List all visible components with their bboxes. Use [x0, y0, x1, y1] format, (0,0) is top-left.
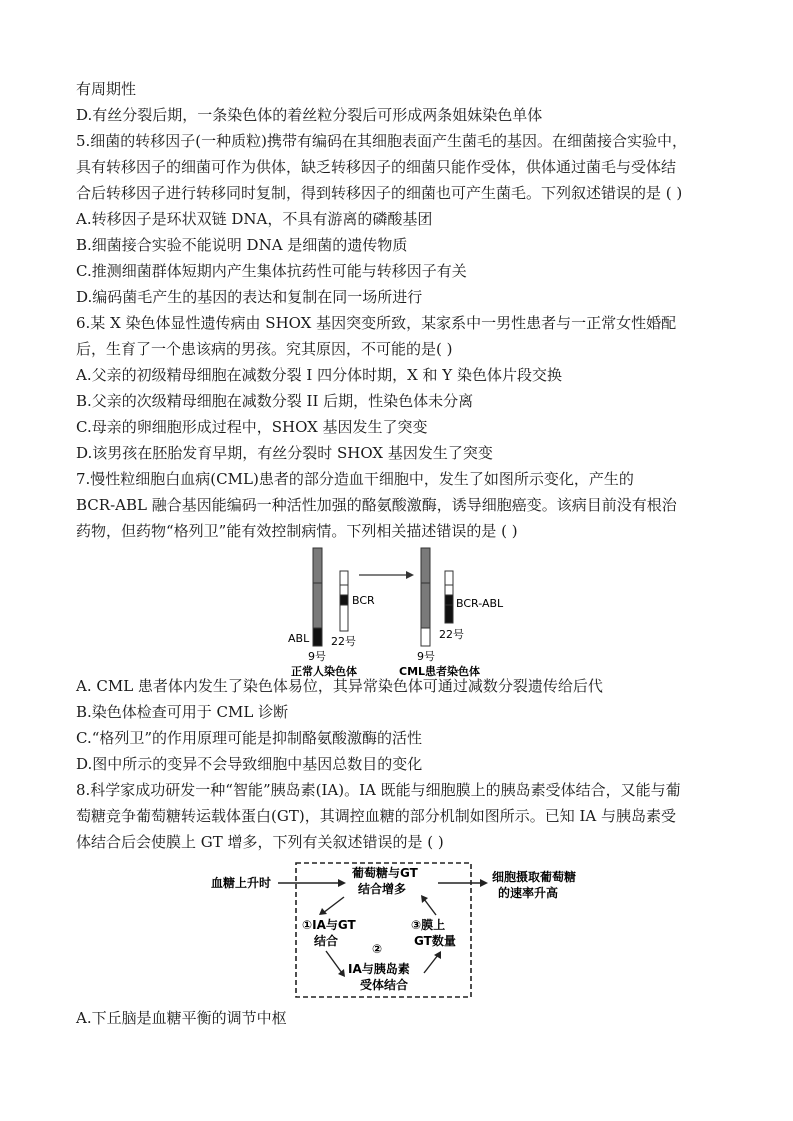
option-line: C.推测细菌群体短期内产生集体抗药性可能与转移因子有关: [76, 262, 467, 280]
step1-line1: ①IA与GT: [302, 918, 356, 932]
option-line: A.下丘脑是血糖平衡的调节中枢: [76, 1009, 287, 1027]
option-line: A. CML 患者体内发生了染色体易位，其异常染色体可通过减数分裂遗传给后代: [76, 677, 603, 695]
top-node-line2: 结合增多: [358, 882, 407, 896]
text-line: 药物，但药物“格列卫”能有效控制病情。下列相关描述错误的是 ( ): [76, 522, 518, 540]
question-block-mid: [76, 673, 726, 855]
output-arrow-head-icon: [480, 879, 488, 887]
option-line: B.父亲的次级精母细胞在减数分裂 II 后期，性染色体未分离: [76, 392, 474, 410]
question-block-bottom: [76, 1005, 726, 1031]
text-line: 具有转移因子的细菌可作为供体，缺乏转移因子的细菌只能作受体，供体通过菌毛与受体结: [76, 158, 677, 176]
step1-line2: 结合: [314, 934, 339, 948]
option-line: A.转移因子是环状双链 DNA，不具有游离的磷酸基团: [76, 210, 433, 228]
text-line: 有周期性: [76, 80, 137, 98]
chromosome-22-normal: [340, 571, 348, 631]
step3-line1: ③膜上: [411, 918, 446, 932]
arrow-step2-to-step3: [424, 955, 438, 973]
label-bcr-abl: BCR-ABL: [456, 597, 504, 610]
option-line: D.该男孩在胚胎发育早期，有丝分裂时 SHOX 基因发生了突变: [76, 444, 493, 462]
arrow-head-icon: [338, 969, 345, 977]
exam-page: [76, 76, 726, 1031]
step2-line2: 受体结合: [360, 978, 409, 992]
caption-normal: 正常人染色体: [291, 665, 357, 678]
text-line: 合后转移因子进行转移同时复制，得到转移因子的细菌也可产生菌毛。下列叙述错误的是 ( ): [76, 184, 683, 202]
question-block-top: [76, 76, 726, 544]
text-line: 8.科学家成功研发一种“智能”胰岛素(IA)。IA 既能与细胞膜上的胰岛素受体结合，又能与葡: [76, 781, 681, 799]
glucose-regulation-figure: [76, 855, 726, 1005]
text-line: 体结合后会使膜上 GT 增多，下列有关叙述错误的是 ( ): [76, 833, 444, 851]
chromosome-figure: [76, 544, 726, 679]
arrow-step1-to-step2: [326, 951, 342, 973]
option-line: B.细菌接合实验不能说明 DNA 是细菌的遗传物质: [76, 236, 408, 254]
text-line: 7.慢性粒细胞白血病(CML)患者的部分造血干细胞中，发生了如图所示变化，产生的: [76, 470, 634, 488]
option-line: A.父亲的初级精母细胞在减数分裂 I 四分体时期，X 和 Y 染色体片段交换: [76, 366, 562, 384]
chromosome-22-cml: [445, 571, 453, 623]
input-arrow-head-icon: [338, 879, 346, 887]
option-line: C.“格列卫”的作用原理可能是抑制酪氨酸激酶的活性: [76, 729, 423, 747]
chromosome-9-normal: [313, 548, 322, 646]
option-line: D.编码菌毛产生的基因的表达和复制在同一场所进行: [76, 288, 423, 306]
output-label-line1: 细胞摄取葡萄糖: [492, 870, 577, 884]
text-line: D.有丝分裂后期，一条染色体的着丝粒分裂后可形成两条姐妹染色单体: [76, 106, 543, 124]
arrow-top-to-step1: [323, 897, 344, 913]
arrow-head-icon: [406, 571, 414, 579]
chromosome-diagram: [76, 544, 726, 679]
option-line: D.图中所示的变异不会导致细胞中基因总数目的变化: [76, 755, 423, 773]
text-line: 后，生育了一个患该病的男孩。究其原因，不可能的是( ): [76, 340, 453, 358]
step3-line2: GT数量: [414, 934, 456, 948]
text-line: 6.某 X 染色体显性遗传病由 SHOX 基因突变所致，某家系中一男性患者与一正常女性婚配: [76, 314, 677, 332]
chromosome-9-cml: [421, 548, 430, 646]
step2-line1: IA与胰岛素: [348, 962, 410, 976]
caption-cml: CML患者染色体: [399, 665, 481, 678]
step2-marker: ②: [372, 942, 383, 956]
label-9-cml: 9号: [417, 650, 435, 663]
label-22-normal: 22号: [331, 635, 356, 648]
option-line: B.染色体检查可用于 CML 诊断: [76, 703, 289, 721]
label-9-normal: 9号: [308, 650, 326, 663]
top-node-line1: 葡萄糖与GT: [352, 866, 418, 880]
text-line: 5.细菌的转移因子(一种质粒)携带有编码在其细胞表面产生菌毛的基因。在细菌接合实验中，: [76, 132, 688, 150]
label-bcr: BCR: [352, 594, 375, 607]
glucose-regulation-diagram: [76, 855, 726, 1005]
label-22-cml: 22号: [439, 628, 464, 641]
arrow-step3-to-top: [424, 899, 436, 915]
label-abl: ABL: [288, 632, 310, 645]
output-label-line2: 的速率升高: [498, 886, 559, 900]
text-line: BCR-ABL 融合基因能编码一种活性加强的酪氨酸激酶，诱导细胞癌变。该病目前没有根治: [76, 496, 677, 514]
text-line: 萄糖竞争葡萄糖转运载体蛋白(GT)，其调控血糖的部分机制如图所示。已知 IA 与胰岛素受: [76, 807, 676, 825]
option-line: C.母亲的卵细胞形成过程中，SHOX 基因发生了突变: [76, 418, 428, 436]
label-blood-sugar-rise: 血糖上升时: [211, 876, 272, 890]
